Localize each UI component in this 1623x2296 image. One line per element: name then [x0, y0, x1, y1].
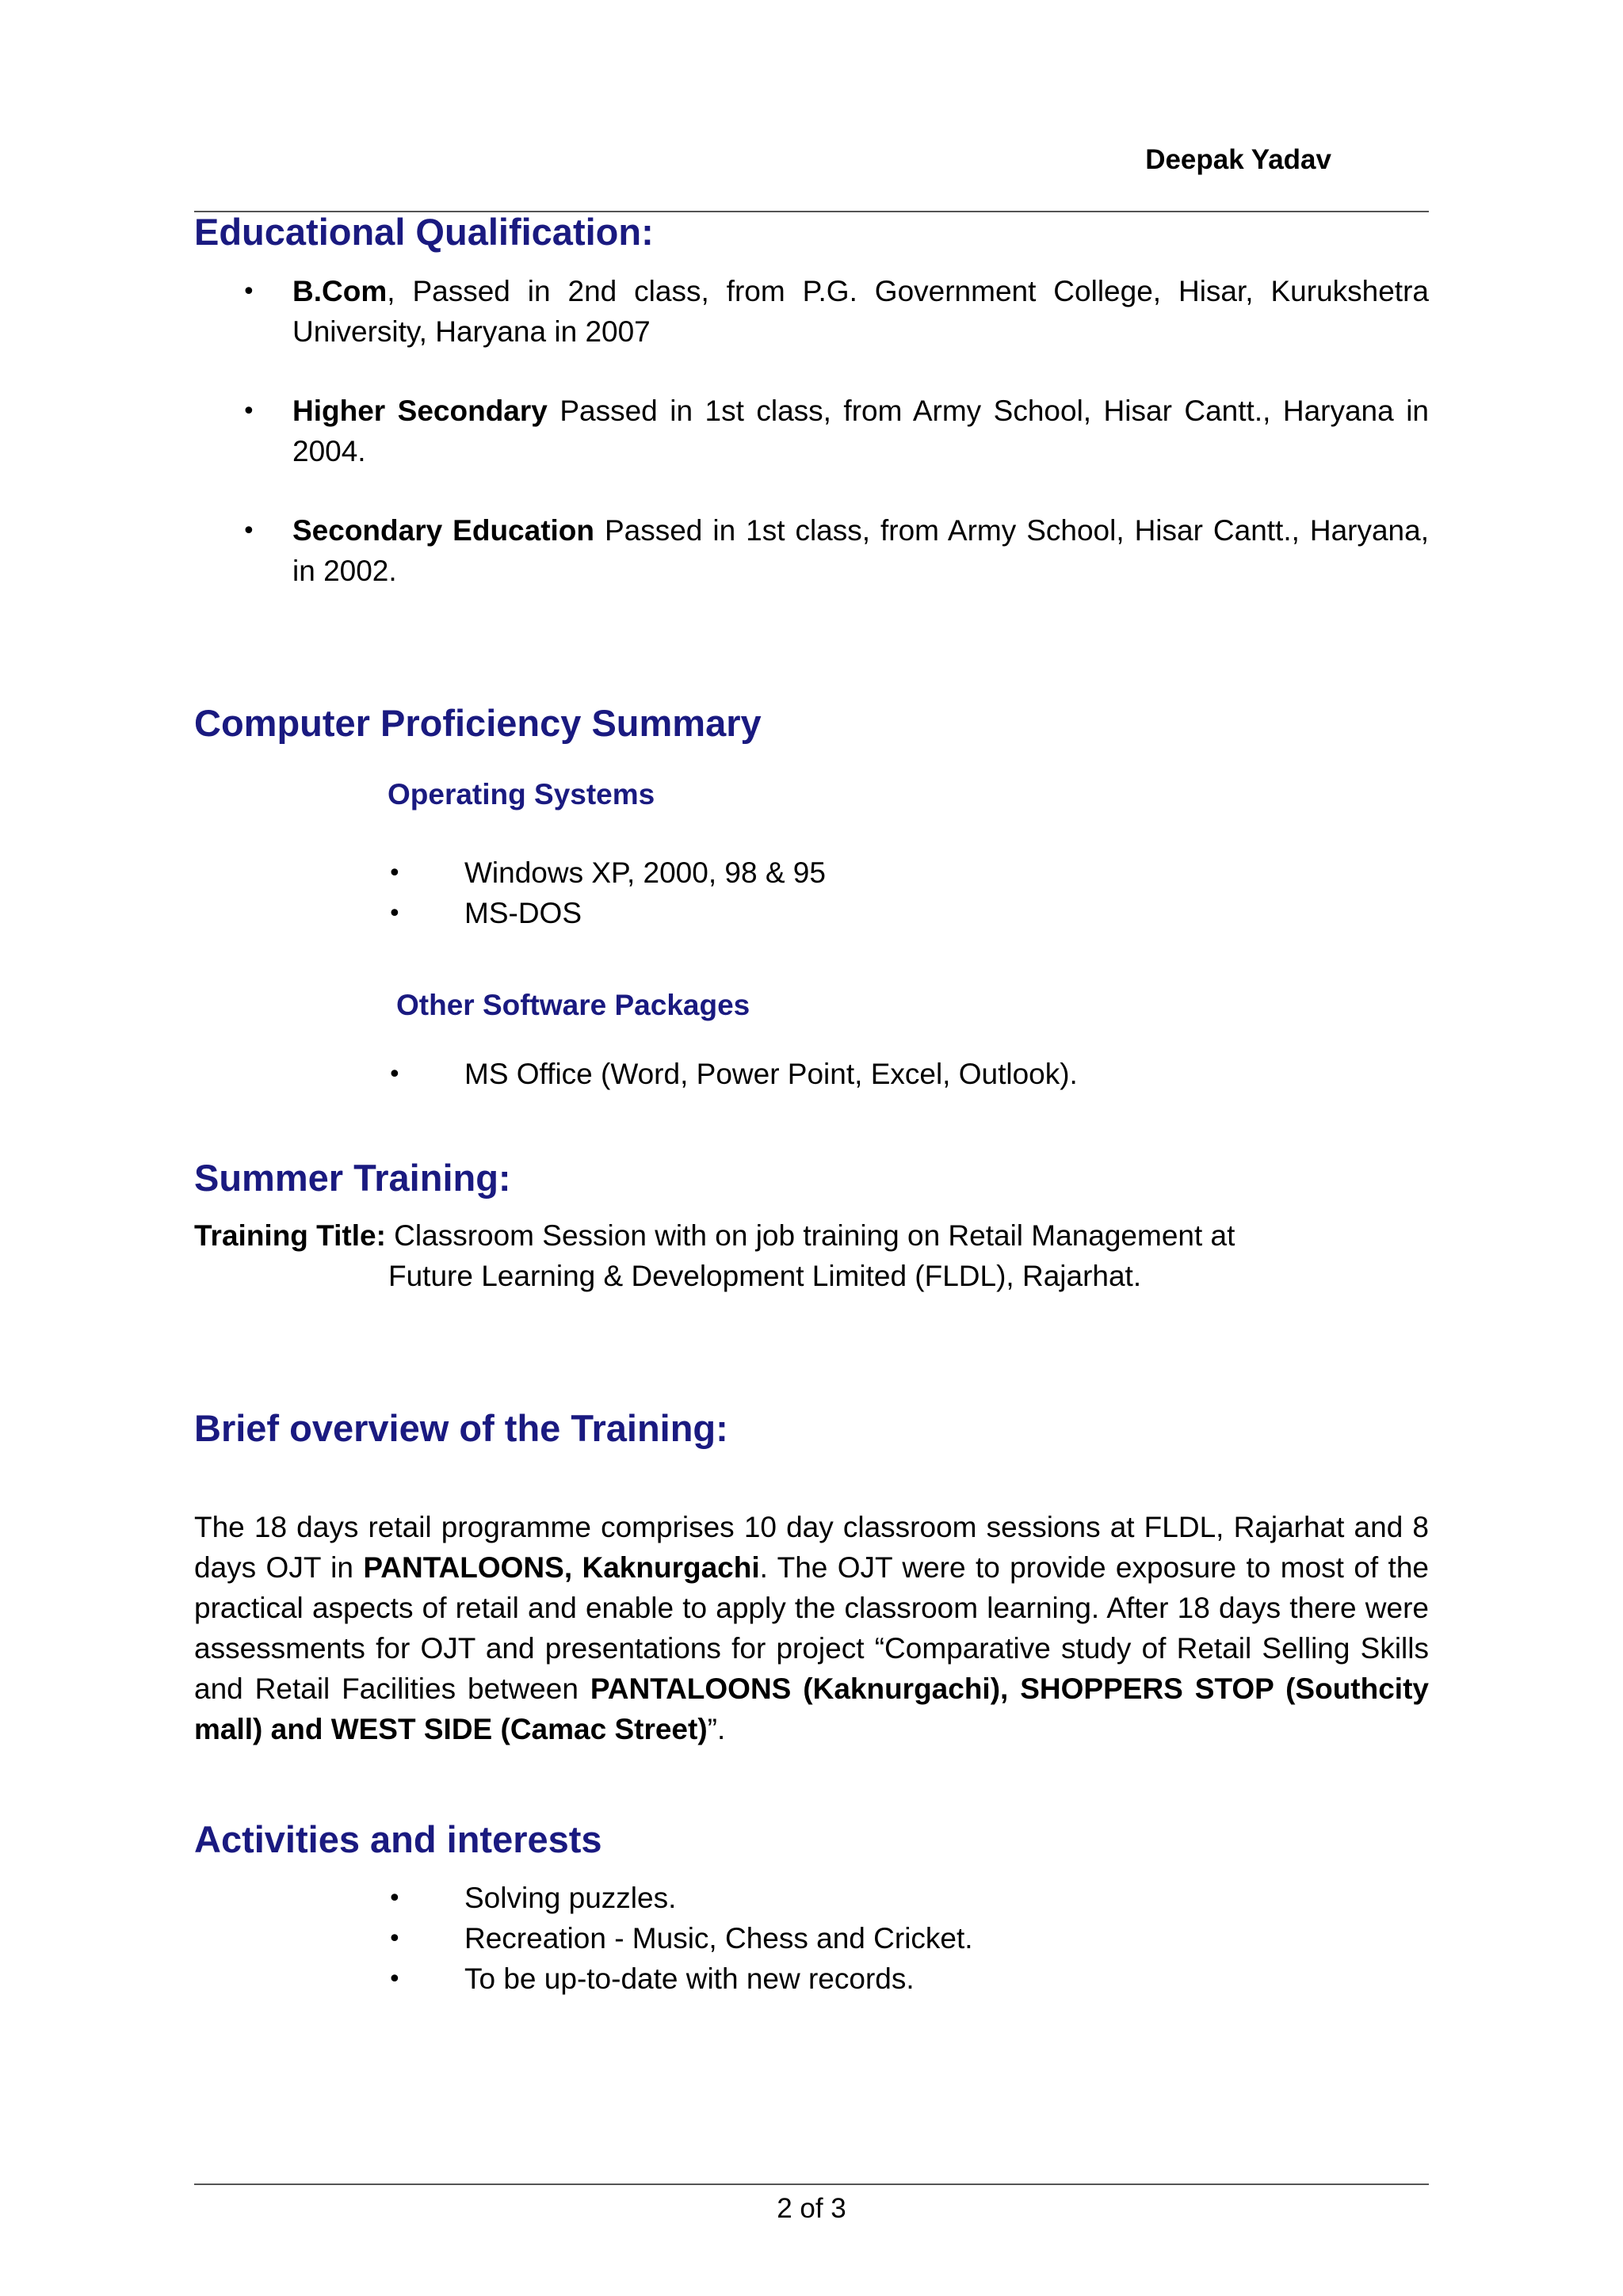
activity-item: To be up-to-date with new records.: [464, 1962, 915, 1995]
education-item: [292, 271, 1429, 352]
bullet-icon: •: [242, 398, 256, 425]
overview-heading: Brief overview of the Training:: [194, 1407, 728, 1449]
software-heading: Other Software Packages: [396, 989, 750, 1021]
activity-item: Recreation - Music, Chess and Cricket.: [464, 1922, 973, 1955]
education-item: [292, 391, 1429, 471]
education-item: [292, 510, 1429, 591]
overview-bold: PANTALOONS, Kaknurgachi: [363, 1551, 760, 1584]
training-title-line1: Classroom Session with on job training on Retail Management at: [385, 1219, 1235, 1252]
bullet-icon: •: [388, 1966, 402, 1993]
education-degree: Higher Secondary: [292, 395, 548, 427]
bullet-icon: •: [388, 1061, 402, 1089]
overview-paragraph: [194, 1507, 1429, 1749]
education-degree: B.Com: [292, 275, 388, 307]
bullet-icon: •: [388, 860, 402, 887]
overview-text: The 18 days retail programme comprises 10 day classroom sessions at FLDL, Rajarhat and 8 days OJT in: [194, 1511, 1429, 1584]
overview-text: . The OJT were to provide exposure to most of the practical aspects of retail and enable to apply the classroom learning. After 18 days there were assessments for OJT and presentations for project “Comparative study of Retail Selling Skills and Retail Facilities between: [194, 1551, 1429, 1705]
bullet-icon: •: [388, 1885, 402, 1913]
education-detail: Passed in 1st class, from Army School, Hisar Cantt., Haryana, in 2002.: [292, 514, 1429, 587]
author-name: Deepak Yadav: [1145, 144, 1331, 175]
training-title: [194, 1215, 1235, 1256]
activities-heading: Activities and interests: [194, 1818, 602, 1860]
overview-text: ”.: [707, 1713, 726, 1745]
summer-heading: Summer Training:: [194, 1157, 511, 1199]
overview-bold: PANTALOONS (Kaknurgachi), SHOPPERS STOP (Southcity mall) and WEST SIDE (Camac Street): [194, 1672, 1429, 1745]
education-detail: , Passed in 2nd class, from P.G. Government College, Hisar, Kurukshetra University, Haryana in 2007: [292, 275, 1429, 348]
bullet-icon: •: [242, 517, 256, 545]
bullet-icon: •: [388, 1925, 402, 1953]
education-detail: Passed in 1st class, from Army School, Hisar Cantt., Haryana in 2004.: [292, 395, 1429, 467]
os-item: MS-DOS: [464, 897, 582, 929]
computer-heading: Computer Proficiency Summary: [194, 702, 762, 744]
software-item: MS Office (Word, Power Point, Excel, Outlook).: [464, 1058, 1078, 1090]
bullet-icon: •: [388, 900, 402, 928]
bullet-icon: •: [242, 278, 256, 306]
education-heading: Educational Qualification:: [194, 211, 654, 253]
training-title-label: Training Title:: [194, 1219, 386, 1252]
page-number: 2 of 3: [777, 2193, 846, 2224]
os-item: Windows XP, 2000, 98 & 95: [464, 856, 826, 889]
os-heading: Operating Systems: [388, 778, 655, 810]
footer-rule: [194, 2183, 1429, 2185]
activity-item: Solving puzzles.: [464, 1882, 677, 1914]
training-title-line2: Future Learning & Development Limited (FLDL), Rajarhat.: [388, 1260, 1142, 1292]
education-degree: Secondary Education: [292, 514, 594, 547]
